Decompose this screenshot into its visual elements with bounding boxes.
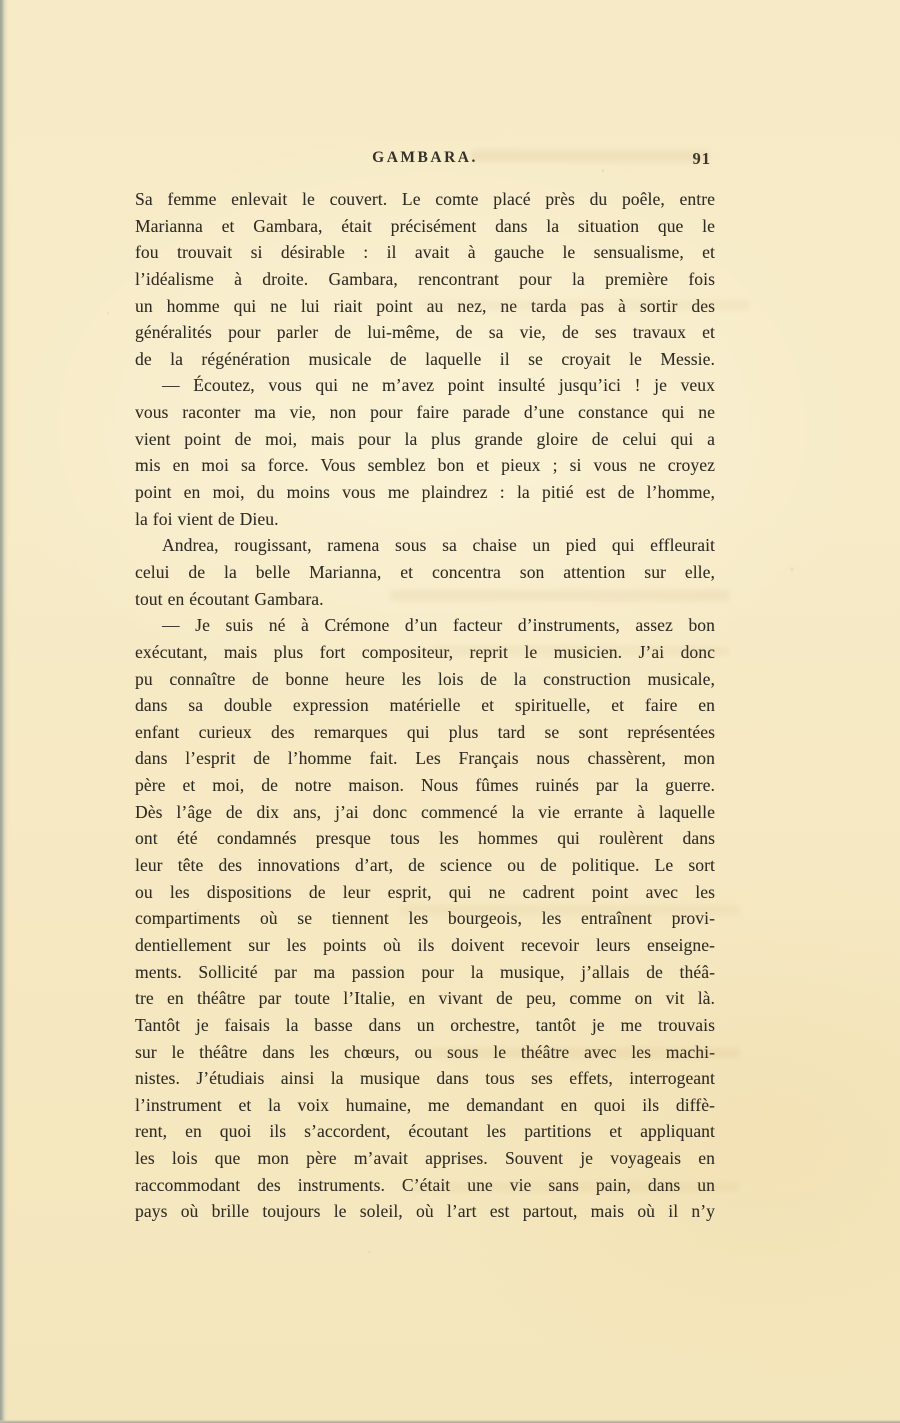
text-line: tout en écoutant Gambara. [135,588,324,609]
text-line: leur tête des innovations d’art, de science ou de politique. Le sort [135,855,715,876]
text-line: Andrea, rougissant, ramena sous sa chaise un pied qui effleurait [162,535,715,556]
text-line: vient point de moi, mais pour la plus grande gloire de celui qui a [135,428,715,449]
text-block [135,186,715,1225]
text-line: tre en théâtre par toute l’Italie, en vivant de peu, comme on vit là. [135,988,715,1009]
text-line: père et moi, de notre maison. Nous fûmes ruinés par la guerre. [135,775,715,796]
paragraph [135,532,715,612]
paragraph [135,372,715,532]
text-line: fou trouvait si désirable : il avait à gauche le sensualisme, et [135,242,715,263]
text-line: dans l’esprit de l’homme fait. Les Français nous chassèrent, mon [135,748,715,769]
page-left-edge [0,0,9,1423]
text-line: enfant curieux des remarques qui plus tard se sont représentées [135,721,715,742]
paragraph [135,186,715,372]
text-line: compartiments où se tiennent les bourgeois, les entraînent provi- [135,908,715,929]
text-line: — Écoutez, vous qui ne m’avez point insulté jusqu’ici ! je veux [162,375,715,396]
page-header [135,149,715,173]
text-line: les lois que mon père m’avait apprises. Souvent je voyageais en [135,1148,715,1169]
text-line: celui de la belle Marianna, et concentra son attention sur elle, [135,561,715,582]
text-line: Dès l’âge de dix ans, j’ai donc commencé la vie errante à laquelle [135,801,715,822]
text-line: exécutant, mais plus fort compositeur, reprit le musicien. J’ai donc [135,641,715,662]
text-line: Sa femme enlevait le couvert. Le comte placé près du poêle, entre [135,189,715,209]
text-line: — Je suis né à Crémone d’un facteur d’instruments, assez bon [162,615,715,636]
text-line: dans sa double expression matérielle et spirituelle, et faire en [135,695,715,716]
text-line: ont été condamnés presque tous les hommes qui roulèrent dans [135,828,715,849]
text-line: un homme qui ne lui riait point au nez, ne tarda pas à sortir des [135,295,715,316]
text-line: Marianna et Gambara, était précisément dans la situation que le [135,215,715,236]
text-line: nistes. J’étudiais ainsi la musique dans tous ses effets, interrogeant [135,1068,715,1089]
text-line: dentiellement sur les points où ils doivent recevoir leurs enseigne- [135,934,715,955]
text-line: pu connaître de bonne heure les lois de la construction musicale, [135,668,715,689]
text-line: vous raconter ma vie, non pour faire parade d’une constance qui ne [135,402,715,423]
text-line: rent, en quoi ils s’accordent, écoutant les partitions et appliquant [135,1121,715,1142]
running-title: GAMBARA. [372,149,478,166]
text-line: Tantôt je faisais la basse dans un orchestre, tantôt je me trouvais [135,1014,715,1035]
page-number: 91 [692,149,711,168]
text-line: pays où brille toujours le soleil, où l’art est partout, mais où il n’y [135,1201,715,1222]
text-line: l’idéalisme à droite. Gambara, rencontrant pour la première fois [135,268,715,289]
text-line: sur le théâtre dans les chœurs, ou sous le théâtre avec les machi- [135,1041,715,1062]
text-line: raccommodant des instruments. C’était une vie sans pain, dans un [135,1174,715,1195]
text-line: mis en moi sa force. Vous semblez bon et pieux ; si vous ne croyez [135,455,715,476]
paragraph [135,612,715,1225]
text-line: ou les dispositions de leur esprit, qui ne cadrent point avec les [135,881,715,902]
text-line: la foi vient de Dieu. [135,508,279,529]
text-line: ments. Sollicité par ma passion pour la musique, j’allais de théâ- [135,961,715,982]
text-line: de la régénération musicale de laquelle il se croyait le Messie. [135,348,715,369]
text-line: généralités pour parler de lui-même, de sa vie, de ses travaux et [135,322,715,343]
text-line: point en moi, du moins vous me plaindrez : la pitié est de l’homme, [135,482,715,503]
text-line: l’instrument et la voix humaine, me demandant en quoi ils diffè- [135,1094,715,1115]
